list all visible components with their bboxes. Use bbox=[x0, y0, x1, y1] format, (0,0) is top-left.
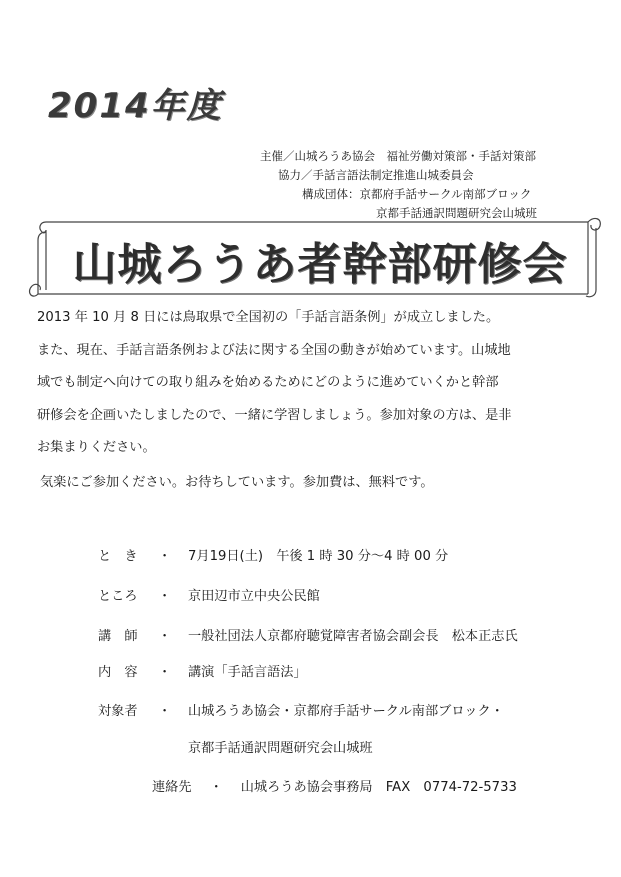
detail-label: 講 師 bbox=[98, 629, 138, 644]
intro-line: また、現在、手話言語条例および法に関する全国の動きが始めています。山城地 bbox=[37, 342, 511, 358]
detail-label: 対象者 bbox=[98, 704, 138, 719]
contact-line: 連絡先 ・ 山城ろうあ協会事務局 FAX 0774-72-5733 bbox=[152, 780, 517, 795]
intro-text bbox=[37, 302, 597, 499]
detail-value: 7月19日(土) 午後 1 時 30 分〜4 時 00 分 bbox=[188, 549, 449, 564]
contact-value: 山城ろうあ協会事務局 FAX 0774-72-5733 bbox=[240, 780, 517, 795]
host-line: 主催／山城ろうあ協会 福祉労働対策部・手話対策部 bbox=[260, 149, 536, 163]
detail-value: 京田辺市立中央公民館 bbox=[188, 589, 320, 604]
member-groups-line-2: 京都手話通訳問題研究会山城班 bbox=[376, 206, 537, 220]
cooperation-line: 協力／手話言語法制定推進山城委員会 bbox=[278, 168, 474, 182]
detail-label: ところ bbox=[98, 589, 138, 604]
detail-label: と き bbox=[98, 549, 138, 564]
title-banner bbox=[28, 212, 606, 304]
detail-value: 一般社団法人京都府聴覚障害者協会副会長 松本正志氏 bbox=[188, 629, 518, 644]
intro-line: 域でも制定へ向けての取り組みを始めるためにどのように進めていくかと幹部 bbox=[37, 375, 499, 390]
intro-line: 2013 年 10 月 8 日には鳥取県で全国初の「手話言語条例」が成立しました。 bbox=[37, 310, 500, 325]
member-groups-line: 構成団体：京都府手話サークル南部ブロック bbox=[302, 187, 532, 201]
event-title: 山城ろうあ者幹部研修会 bbox=[72, 239, 568, 290]
contact-label: 連絡先 bbox=[152, 780, 192, 795]
intro-line: お集まりください。 bbox=[37, 440, 156, 455]
detail-label: 内 容 bbox=[98, 665, 138, 680]
detail-value: 京都手話通訳問題研究会山城班 bbox=[188, 741, 373, 756]
intro-line: 研修会を企画いたしましたので、一緒に学習しましょう。参加対象の方は、是非 bbox=[37, 407, 512, 423]
year-heading: 2014年度 bbox=[48, 86, 223, 126]
participation-note: 気楽にご参加ください。お待ちしています。参加費は、無料です。 bbox=[40, 474, 434, 490]
detail-value: 山城ろうあ協会・京都府手話サークル南部ブロック・ bbox=[188, 704, 504, 719]
detail-value: 講演「手話言語法」 bbox=[188, 665, 307, 680]
